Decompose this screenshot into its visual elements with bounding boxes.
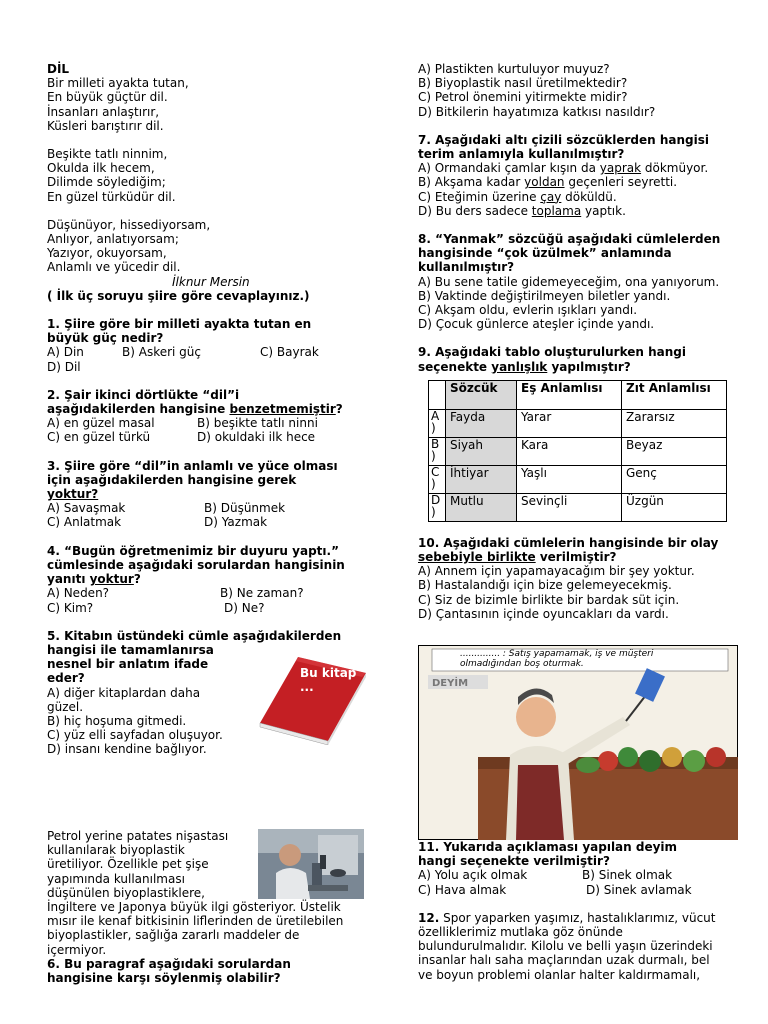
question-text: hangisinde “çok üzülmek” anlamında — [418, 246, 672, 261]
question-8 — [418, 232, 738, 331]
question-text: hangi seçenekte verilmiştir? — [418, 854, 610, 869]
passage-line: üretiliyor. Özellikle pet şişe — [47, 857, 209, 872]
option-d: D) Ne? — [224, 600, 265, 615]
cartoon-illustration — [418, 645, 738, 840]
question-10: 10. Aşağıdaki cümlelerin hangisinde bir olay sebebiyle birlikte verilmiştir? A) Annem için yapamayacağım bir şey yoktur. B) Hastalandığı için bize gelemeyecekmiş. C) Siz de bizimle birlikte bir bardak süt için. D) Çantasının içinde oyuncakları da vardı. — [418, 536, 738, 621]
question-12: 12. Spor yaparken yaşımız, hastalıklarımız, vücut özelliklerimiz mutlaka göz önünde bulundurulmalıdır. Kilolu ve belli yaşın üzerindeki insanlar halı saha maçlarından uzak durmalı, bel ve boyun problemi olanlar halter kaldırmamalı, — [418, 910, 716, 982]
poem-line: Okulda ilk hecem, — [47, 161, 155, 176]
poem-line: Anlıyor, anlatıyorsam; — [47, 232, 179, 247]
option-a: A) Neden? — [47, 586, 110, 601]
option-d: D) Çocuk günlerce ateşler içinde yandı. — [418, 317, 655, 332]
poem-line: İnsanları anlaştırır, — [47, 104, 160, 119]
question-text: için aşağıdakilerden hangisine gerek — [47, 472, 297, 487]
passage-line: İngiltere ve Japonya büyük ilgi gösteriyor. Üstelik — [47, 900, 341, 915]
question-text: büyük güç nedir? — [47, 331, 164, 346]
option-a: A) Annem için yapamayacağım bir şey yoktur. — [418, 564, 695, 579]
underlined-word: yoktur? — [47, 487, 99, 502]
table-header: Eş Anlamlısı — [517, 380, 622, 409]
right-column — [418, 62, 738, 621]
question-text: 11. Yukarıda açıklaması yapılan deyim — [418, 840, 678, 854]
question-text: 3. Şiire göre “dil”in anlamlı ve yüce olması — [47, 458, 338, 473]
option-b: B) Hastalandığı için bize gelemeyecekmiş. — [418, 578, 672, 593]
poem-line: En büyük güçtür dil. — [47, 90, 168, 105]
option-b: B) Akşama kadar yoldan geçenleri seyretti. — [418, 175, 678, 190]
question-text: aşağıdakilerden hangisine benzetmemiştir? — [47, 402, 343, 417]
q6-option-a: A) Plastikten kurtuluyor muyuz? — [418, 62, 610, 76]
option-b: B) Askeri güç — [122, 345, 201, 360]
question-11-12 — [418, 840, 748, 982]
table-row: C ) İhtiyar Yaşlı Genç — [429, 465, 727, 493]
question-text: 7. Aşağıdaki altı çizili sözcüklerden hangisi — [418, 132, 710, 147]
passage-line: Petrol yerine patates nişastası — [47, 829, 229, 843]
q6-option-b: B) Biyoplastik nasıl üretilmektedir? — [418, 76, 628, 91]
option-c: C) yüz elli sayfadan oluşuyor. — [47, 728, 223, 743]
question-text: 5. Kitabın üstündeki cümle aşağıdakilerden — [47, 628, 342, 643]
passage-line: kullanılarak biyoplastik — [47, 843, 185, 858]
question-text: 8. “Yanmak” sözcüğü aşağıdaki cümlelerden — [418, 232, 721, 247]
question-text: eder? — [47, 671, 85, 686]
option-c: C) Eteğimin üzerine çay döküldü. — [418, 189, 617, 204]
option-d: D) Sinek avlamak — [586, 882, 692, 897]
passage-line: içermiyor. — [47, 942, 107, 957]
book-text: Bu kitap ... — [300, 666, 357, 695]
option-d: D) Bu ders sadece toplama yaptık. — [418, 203, 626, 218]
option-d: D) insanı kendine bağlıyor. — [47, 742, 207, 757]
option-c: C) Kim? — [47, 600, 94, 615]
question-text: 9. Aşağıdaki tablo oluşturulurken hangi — [418, 345, 686, 360]
passage-line: düşünülen biyoplastiklere, — [47, 885, 205, 900]
option-b: B) Sinek olmak — [582, 868, 673, 883]
table-row: A ) Fayda Yarar Zararsız — [429, 409, 727, 437]
option-a: A) Bu sene tatile gidemeyeceğim, ona yanıyorum. — [418, 274, 720, 289]
option-d: D) Dil — [47, 359, 81, 374]
poem-author: İlknur Mersin — [172, 274, 250, 289]
underlined-word: sebebiyle birlikte — [418, 550, 536, 565]
underlined-word: yoktur — [89, 572, 134, 587]
question-text: hangisi ile tamamlanırsa — [47, 642, 214, 657]
question-text: kullanılmıştır? — [418, 260, 515, 275]
option-c: C) Akşam oldu, evlerin ışıkları yandı. — [418, 303, 638, 318]
option-d: D) okuldaki ilk hece — [197, 430, 316, 445]
question-1 — [47, 317, 377, 374]
q6-option-c: C) Petrol önemini yitirmekte midir? — [418, 90, 628, 105]
question-6-text: hangisine karşı söylenmiş olabilir? — [47, 971, 281, 986]
option-c: C) Anlatmak — [47, 515, 122, 530]
scientist-photo — [258, 829, 364, 899]
table-row: D ) Mutlu Sevinçli Üzgün — [429, 493, 727, 521]
left-column — [47, 62, 377, 757]
cartoon-caption: .............. : Satış yapamamak, iş ve müşteri olmadığından boş oturmak. — [460, 649, 654, 669]
cartoon-label: DEYİM — [432, 678, 469, 689]
question-3 — [47, 459, 377, 530]
option-a: A) Savaşmak — [47, 501, 126, 516]
option-b: B) Düşünmek — [204, 501, 286, 516]
question-text: 1. Şiire göre bir milleti ayakta tutan en — [47, 317, 312, 332]
question-4: 4. “Bugün öğretmenimiz bir duyuru yaptı.” cümlesinde aşağıdaki sorulardan hangisinin yanıtı yoktur? A) Neden? B) Ne zaman? C) Kim? D) Ne? — [47, 544, 377, 615]
table-header: Zıt Anlamlısı — [622, 380, 727, 409]
option-c: C) Bayrak — [260, 345, 319, 360]
poem-line: Dilimde söylediğim; — [47, 175, 166, 190]
question-6-text: 6. Bu paragraf aşağıdaki sorulardan — [47, 956, 291, 971]
poem-instruction: ( İlk üç soruyu şiire göre cevaplayınız.) — [47, 288, 310, 303]
option-b: B) Ne zaman? — [220, 586, 304, 601]
passage-line: mısır ile kenaf bitkisinin liflerinden de üretilebilen — [47, 914, 344, 929]
option-b: B) beşikte tatlı ninni — [197, 416, 318, 431]
option-a: A) Din — [47, 345, 84, 360]
passage-line: yapımında kullanılması — [47, 871, 185, 886]
option-d: D) Çantasının içinde oyuncakları da vardı. — [418, 606, 669, 621]
poem-title: DİL — [47, 62, 70, 76]
option-a: A) en güzel masal — [47, 416, 155, 431]
option-a: A) diğer kitaplardan daha — [47, 685, 201, 700]
passage-line: biyoplastikler, sağlığa zararlı maddeler de — [47, 928, 300, 943]
table-row: B ) Siyah Kara Beyaz — [429, 437, 727, 465]
question-text: 2. Şair ikinci dörtlükte “dil”i — [47, 387, 240, 402]
question-2 — [47, 388, 377, 445]
table-header: Sözcük — [446, 380, 517, 409]
question-9: 9. Aşağıdaki tablo oluşturulurken hangi seçenekte yanlışlık yapılmıştır? Sözcük Eş Anlamlısı Zıt Anlamlısı A ) Fayda Yarar Zararsız B ) Siyah Kara Beyaz C ) İhtiyar Yaşlı Genç D ) Mutlu Sevinçli Üzgün — [418, 345, 738, 521]
poem-line: Düşünüyor, hissediyorsam, — [47, 217, 211, 232]
word-table — [428, 380, 727, 522]
question-7 — [418, 133, 738, 218]
underlined-word: yanlışlık — [491, 359, 548, 374]
option-c: C) en güzel türkü — [47, 430, 151, 445]
poem-line: Yazıyor, okuyorsam, — [47, 246, 167, 261]
q6-option-d: D) Bitkilerin hayatımıza katkısı nasıldır? — [418, 104, 656, 119]
question-11 — [418, 840, 748, 897]
poem-line: Anlamlı ve yücedir dil. — [47, 260, 181, 275]
question-text: nesnel bir anlatım ifade — [47, 657, 209, 672]
question-text: 4. “Bugün öğretmenimiz bir duyuru yaptı.” — [47, 543, 339, 558]
poem-line: Küsleri barıştırır dil. — [47, 118, 164, 133]
question-text: 10. Aşağıdaki cümlelerin hangisinde bir olay — [418, 535, 719, 550]
option-a: A) Yolu açık olmak — [418, 868, 528, 883]
option-a: A) Ormandaki çamlar kışın da yaprak dökmüyor. — [418, 161, 709, 176]
option-b: B) Vaktinde değiştirilmeyen biletler yandı. — [418, 288, 671, 303]
poem-line: Beşikte tatlı ninnim, — [47, 147, 168, 162]
underlined-word: benzetmemiştir — [229, 402, 336, 417]
poem-line: Bir milleti ayakta tutan, — [47, 76, 189, 91]
option-b: B) hiç hoşuma gitmedi. — [47, 713, 187, 728]
option-c: C) Hava almak — [418, 882, 507, 897]
poem-line: En güzel türküdür dil. — [47, 189, 176, 204]
option-c: C) Siz de bizimle birlikte bir bardak süt için. — [418, 592, 680, 607]
question-text: cümlesinde aşağıdaki sorulardan hangisinin — [47, 557, 345, 572]
question-text: terim anlamıyla kullanılmıştır? — [418, 147, 625, 162]
option-d: D) Yazmak — [204, 515, 268, 530]
option-a-cont: güzel. — [47, 699, 84, 714]
